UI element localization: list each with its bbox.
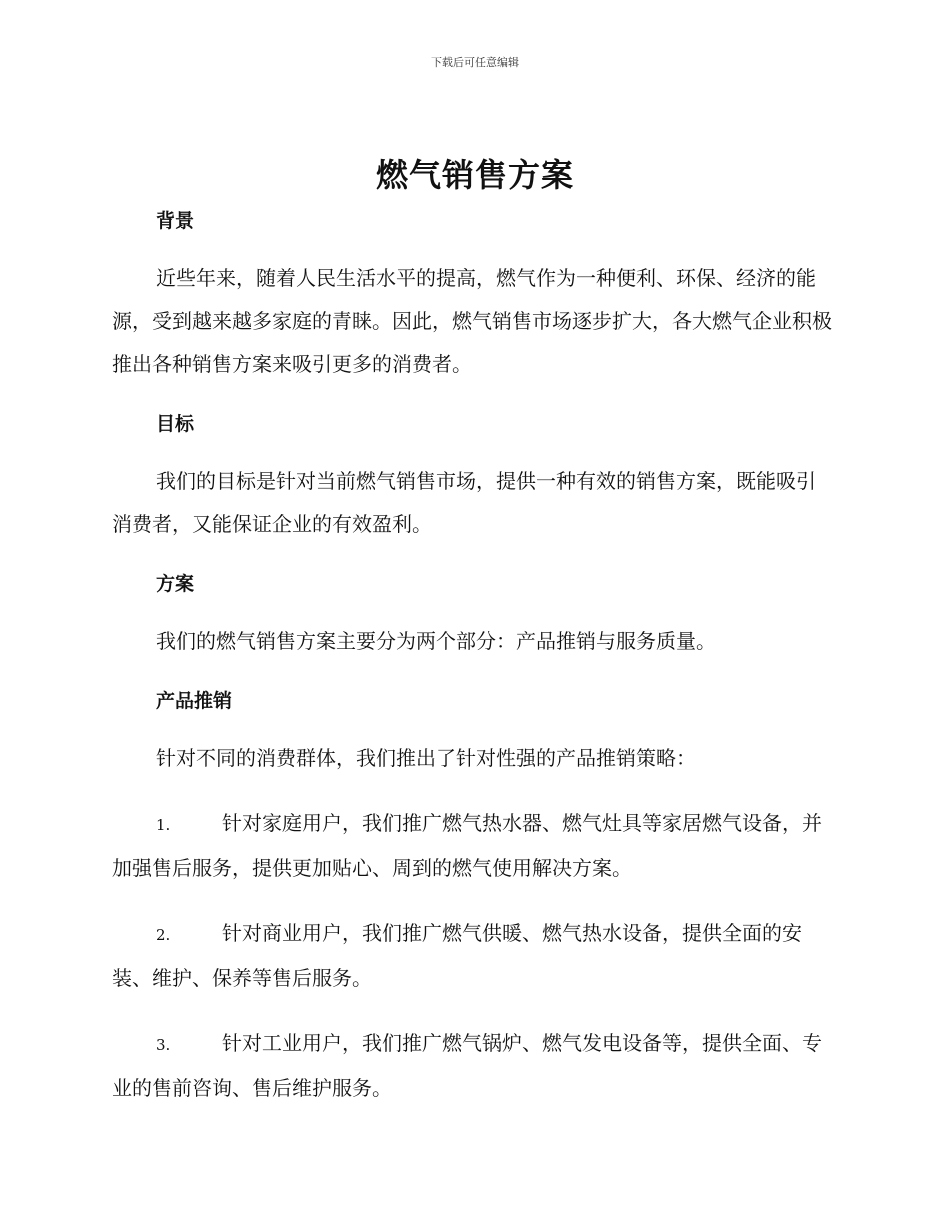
section-heading-promotion: 产品推销 bbox=[156, 690, 233, 712]
document-title: 燃气销售方案 bbox=[375, 156, 574, 194]
list-item bbox=[112, 912, 832, 1000]
document-body bbox=[112, 205, 832, 1132]
section-heading-background: 背景 bbox=[156, 210, 195, 232]
background-paragraph: 近些年来，随着人民生活水平的提高，燃气作为一种便利、环保、经济的能源，受到越来越多家庭的青睐。因此，燃气销售市场逐步扩大，各大燃气企业积极推出各种销售方案来吸引更多的消费者。 bbox=[112, 266, 832, 376]
list-item-text: 针对工业用户，我们推广燃气锅炉、燃气发电设备等，提供全面、专业的售前咨询、售后维护服务。 bbox=[112, 1031, 822, 1100]
list-item bbox=[112, 1022, 832, 1110]
list-item-number: 2. bbox=[156, 926, 171, 944]
section-heading-goal: 目标 bbox=[156, 413, 195, 435]
section-heading-plan: 方案 bbox=[156, 573, 195, 595]
list-item-number: 1. bbox=[156, 816, 171, 834]
list-item bbox=[112, 802, 832, 890]
page-header-note: 下载后可任意编辑 bbox=[431, 56, 519, 69]
plan-paragraph: 我们的燃气销售方案主要分为两个部分：产品推销与服务质量。 bbox=[156, 629, 716, 653]
promotion-intro-paragraph: 针对不同的消费群体，我们推出了针对性强的产品推销策略： bbox=[156, 746, 696, 770]
goal-paragraph: 我们的目标是针对当前燃气销售市场，提供一种有效的销售方案，既能吸引消费者，又能保证企业的有效盈利。 bbox=[112, 469, 816, 536]
list-item-text: 针对家庭用户，我们推广燃气热水器、燃气灶具等家居燃气设备，并加强售后服务，提供更加贴心、周到的燃气使用解决方案。 bbox=[112, 811, 822, 880]
list-item-number: 3. bbox=[156, 1036, 171, 1054]
list-item-text: 针对商业用户，我们推广燃气供暖、燃气热水设备，提供全面的安装、维护、保养等售后服务。 bbox=[112, 921, 802, 990]
